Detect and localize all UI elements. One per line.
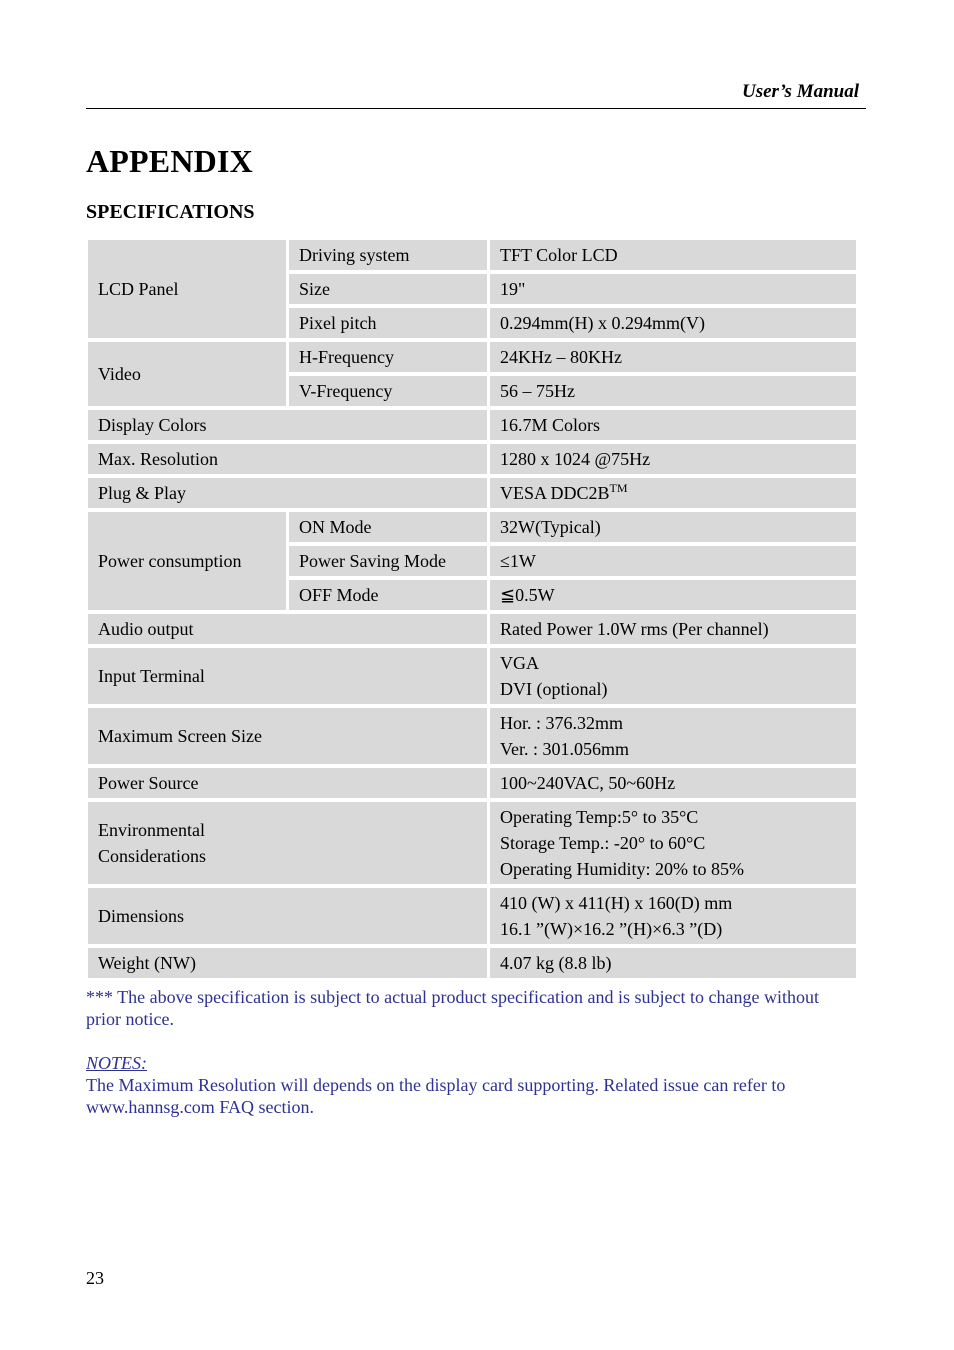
plug-play-value: VESA DDC2B [500,483,610,503]
max-resolution-label: Max. Resolution [88,444,487,474]
v-frequency-value: 56 – 75Hz [490,376,856,406]
h-frequency-label: H-Frequency [289,342,487,372]
lcd-panel-label: LCD Panel [88,240,286,338]
notes-label: NOTES: [86,1053,148,1073]
specifications-table [85,236,859,982]
off-mode-label: OFF Mode [289,580,487,610]
environmental-value [490,802,856,884]
header-title: User’s Manual [741,81,859,102]
max-screen-size-hor: Hor. : 376.32mm [500,713,624,733]
v-frequency-label: V-Frequency [289,376,487,406]
trademark-superscript: TM [609,481,628,495]
max-screen-size-label: Maximum Screen Size [88,708,487,764]
page-title: APPENDIX [86,143,253,179]
environmental-label-line1: Environmental [98,820,205,840]
dimensions-imperial: 16.1 ”(W)×16.2 ”(H)×6.3 ”(D) [500,919,723,939]
h-frequency-value: 24KHz – 80KHz [490,342,856,372]
dimensions-label: Dimensions [88,888,487,944]
storage-temp: Storage Temp.: -20° to 60°C [500,833,706,853]
plug-play-value-cell [490,478,856,508]
pixel-pitch-value: 0.294mm(H) x 0.294mm(V) [490,308,856,338]
power-saving-mode-value: ≤1W [490,546,856,576]
size-value: 19" [490,274,856,304]
weight-label: Weight (NW) [88,948,487,978]
pixel-pitch-label: Pixel pitch [289,308,487,338]
on-mode-label: ON Mode [289,512,487,542]
disclaimer: *** The above specification is subject to actual product specification and is subject to change without prior notice. [86,987,819,1029]
page-number: 23 [86,1268,104,1288]
driving-system-value: TFT Color LCD [490,240,856,270]
on-mode-value: 32W(Typical) [490,512,856,542]
section-title: SPECIFICATIONS [86,201,255,223]
audio-output-value: Rated Power 1.0W rms (Per channel) [490,614,856,644]
input-terminal-value [490,648,856,704]
dimensions-metric: 410 (W) x 411(H) x 160(D) mm [500,893,733,913]
environmental-label [88,802,487,884]
environmental-label-line2: Considerations [98,846,206,866]
power-consumption-label: Power consumption [88,512,286,610]
input-terminal-dvi: DVI (optional) [500,679,608,699]
max-resolution-value: 1280 x 1024 @75Hz [490,444,856,474]
plug-play-label: Plug & Play [88,478,487,508]
weight-value: 4.07 kg (8.8 lb) [490,948,856,978]
max-screen-size-value [490,708,856,764]
dimensions-value [490,888,856,944]
driving-system-label: Driving system [289,240,487,270]
display-colors-label: Display Colors [88,410,487,440]
input-terminal-vga: VGA [500,653,539,673]
operating-humidity: Operating Humidity: 20% to 85% [500,859,744,879]
size-label: Size [289,274,487,304]
off-mode-value: ≦0.5W [490,580,856,610]
notes-text: The Maximum Resolution will depends on the display card supporting. Related issue can refer to www.hannsg.com FAQ section. [86,1075,786,1117]
power-source-label: Power Source [88,768,487,798]
operating-temp: Operating Temp:5° to 35°C [500,807,699,827]
display-colors-value: 16.7M Colors [490,410,856,440]
input-terminal-label: Input Terminal [88,648,487,704]
power-source-value: 100~240VAC, 50~60Hz [490,768,856,798]
max-screen-size-ver: Ver. : 301.056mm [500,739,629,759]
video-label: Video [88,342,286,406]
header-rule [86,108,866,109]
audio-output-label: Audio output [88,614,487,644]
power-saving-mode-label: Power Saving Mode [289,546,487,576]
